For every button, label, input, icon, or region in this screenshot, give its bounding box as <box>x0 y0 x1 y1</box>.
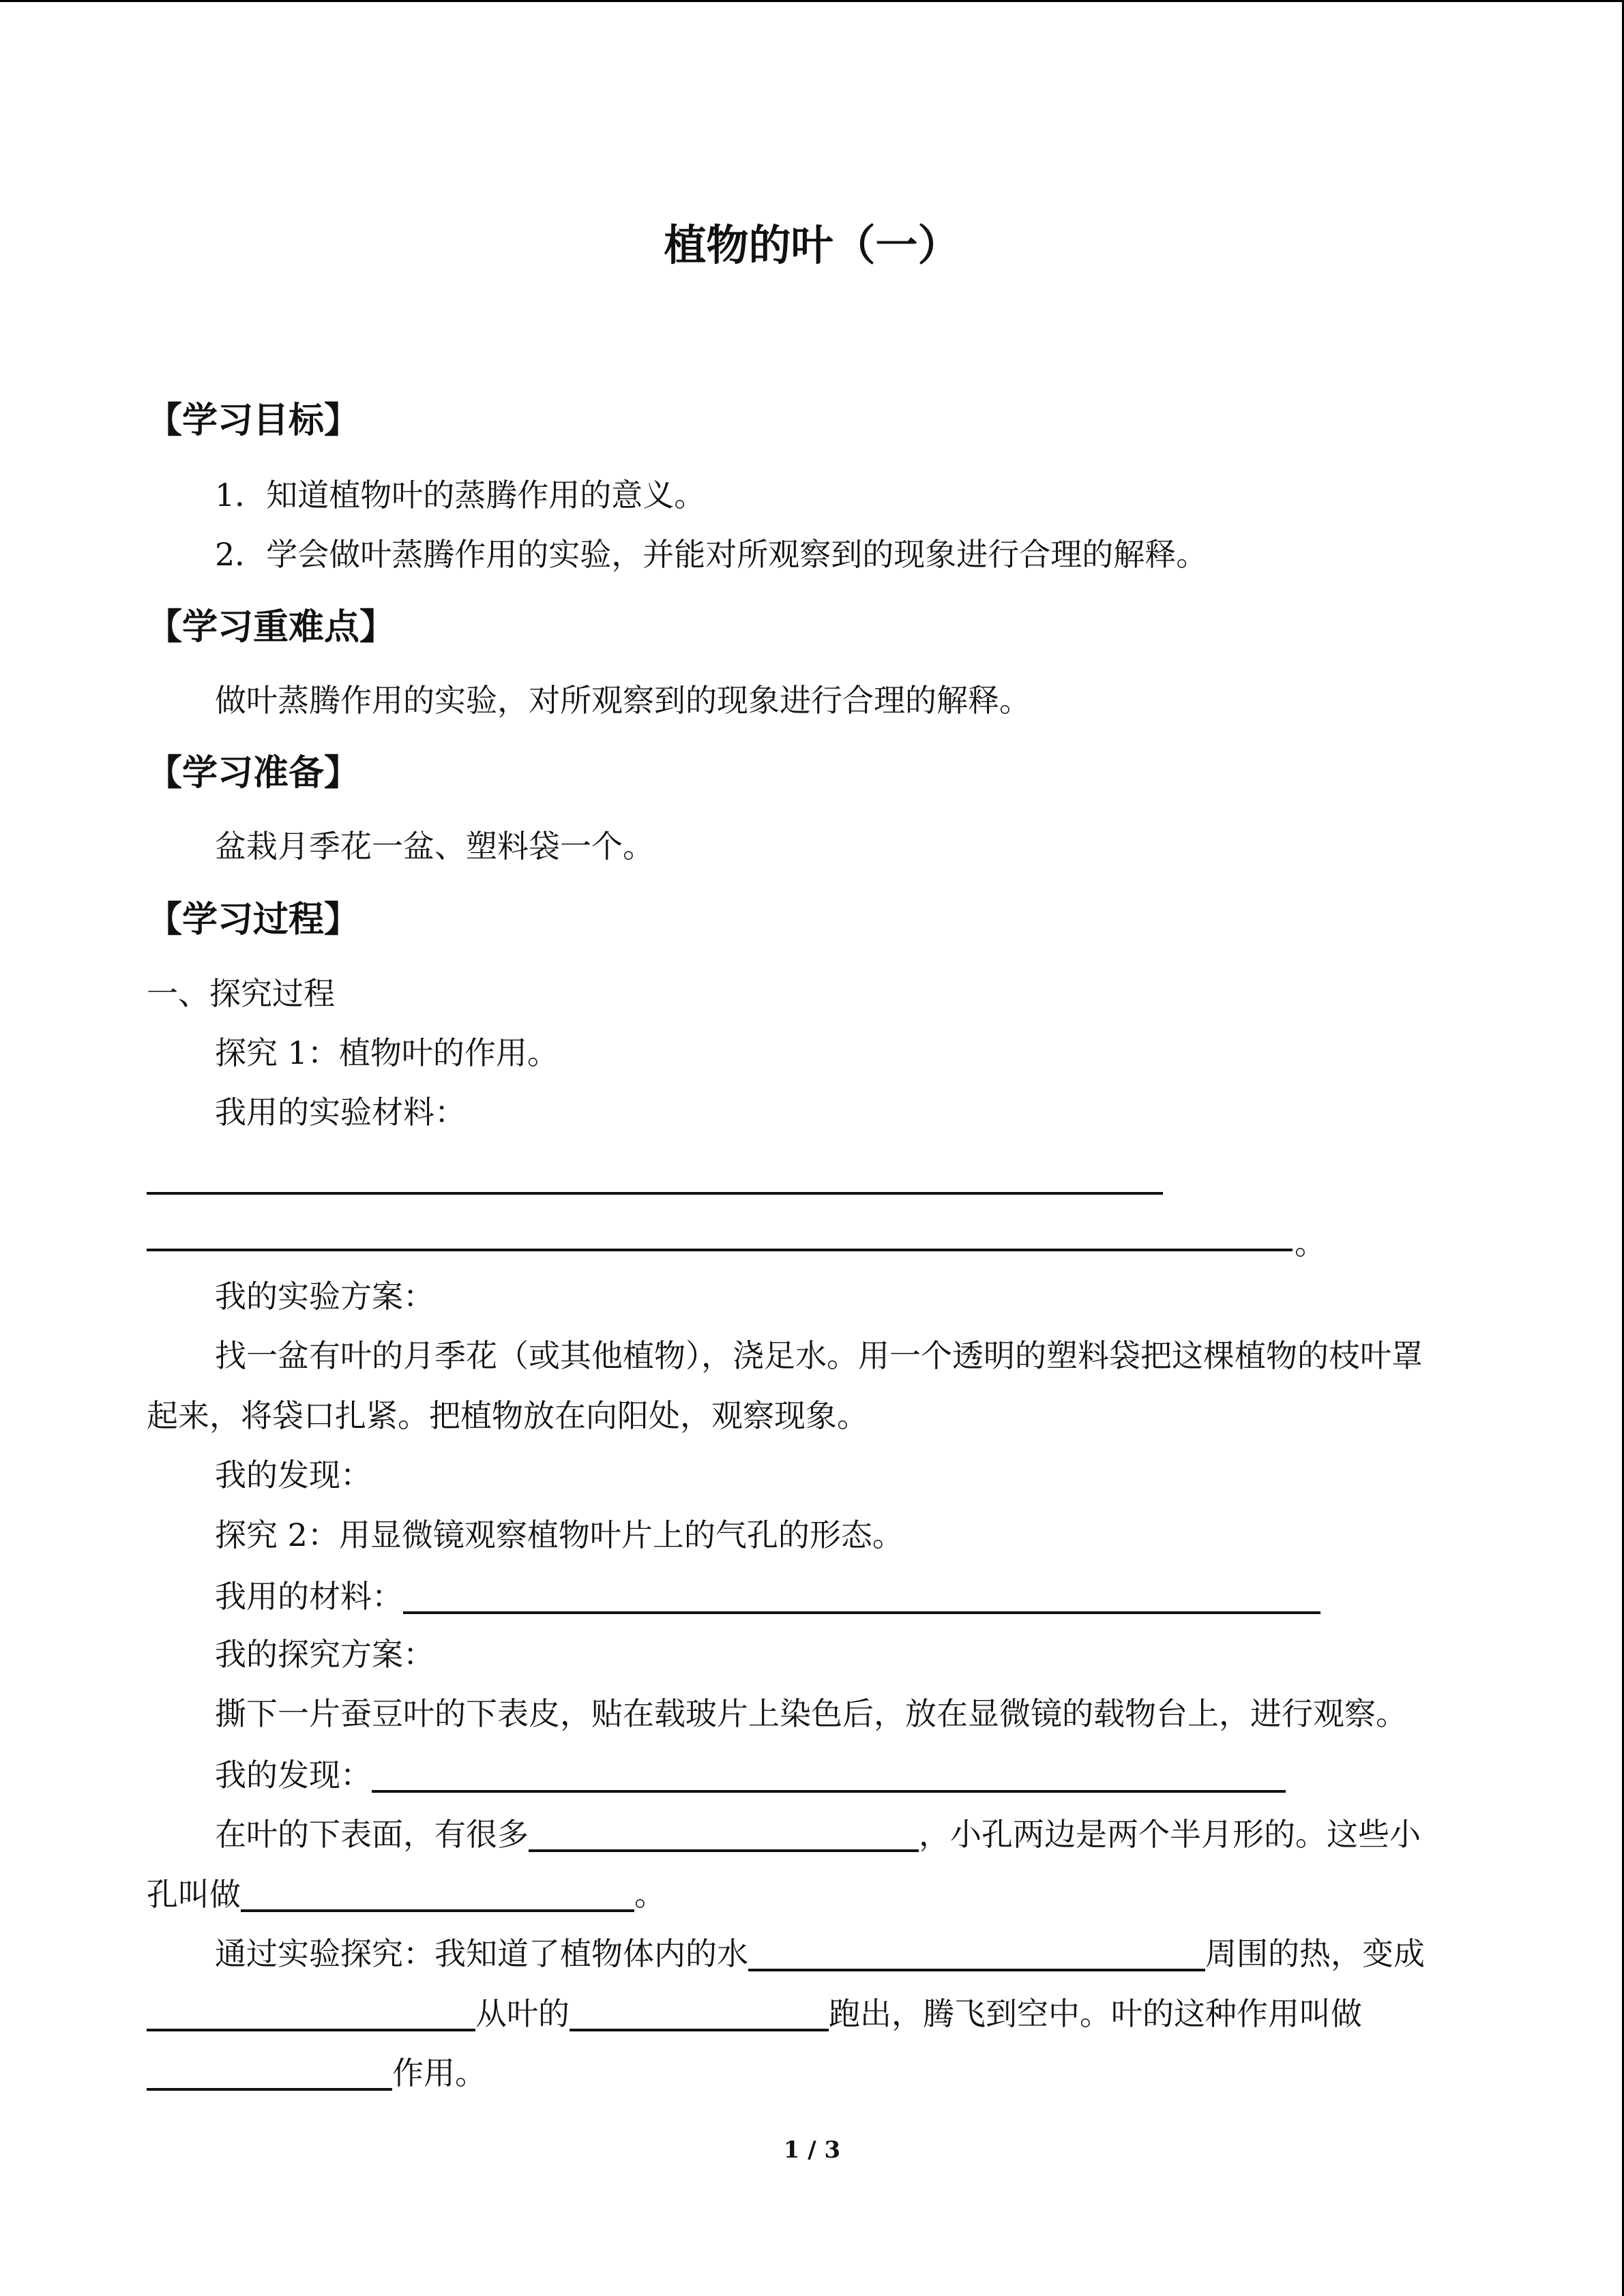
materials-label: 我用的实验材料： <box>215 1094 466 1131</box>
fill-1-text-b: ，小孔两边是两个半月形的。这些小 <box>919 1816 1421 1853</box>
line-end-period: 。 <box>1295 1225 1326 1262</box>
fill-2-text-a: 通过实验探究：我知道了植物体内的水 <box>215 1935 748 1972</box>
function-name-blank[interactable] <box>147 2055 392 2091</box>
materials-answer-line-1[interactable] <box>147 1192 1163 1195</box>
heading-process: 【学习过程】 <box>147 899 360 940</box>
stomata-name-blank[interactable] <box>241 1877 634 1912</box>
goal-1: 1．知道植物叶的蒸腾作用的意义。 <box>215 477 706 513</box>
materials-label-2: 我用的材料： <box>215 1578 403 1615</box>
fill-1-text-c: 孔叫做 <box>147 1876 241 1913</box>
finding-row-2 <box>215 1757 1286 1793</box>
fill-sentence-2-line-2 <box>147 1996 1362 2031</box>
fill-2-text-e: 作用。 <box>392 2055 486 2091</box>
plan-label: 我的实验方案： <box>215 1278 434 1315</box>
materials-row-2 <box>215 1579 1320 1614</box>
fill-2-text-d: 跑出，腾飞到空中。叶的这种作用叫做 <box>829 1995 1362 2032</box>
part-1-heading: 一、探究过程 <box>147 975 335 1012</box>
fill-1-period: 。 <box>634 1876 666 1913</box>
fill-1-text-a: 在叶的下表面，有很多 <box>215 1816 529 1853</box>
finding-blank-2[interactable] <box>372 1757 1286 1793</box>
page-title: 植物的叶（一） <box>664 220 960 270</box>
leaf-part-blank[interactable] <box>570 1996 829 2031</box>
plan-label-2: 我的探究方案： <box>215 1636 434 1673</box>
fill-sentence-1-line-1 <box>215 1817 1421 1852</box>
fill-sentence-1-line-2 <box>147 1877 666 1912</box>
finding-label: 我的发现： <box>215 1457 372 1493</box>
fill-2-text-c: 从叶的 <box>475 1995 570 2032</box>
fill-sentence-2-line-1 <box>215 1936 1425 1971</box>
key-points-text: 做叶蒸腾作用的实验，对所观察到的现象进行合理的解释。 <box>215 682 1031 719</box>
plan-text-line-2: 起来，将袋口扎紧。把植物放在向阳处，观察现象。 <box>147 1397 868 1434</box>
plan-text-line-1: 找一盆有叶的月季花（或其他植物），浇足水。用一个透明的塑料袋把这棵植物的枝叶罩 <box>215 1337 1423 1374</box>
inquiry-1-title: 探究 1：植物叶的作用。 <box>215 1034 559 1071</box>
inquiry-2-title: 探究 2：用显微镜观察植物叶片上的气孔的形态。 <box>215 1517 904 1553</box>
heading-key-points: 【学习重难点】 <box>147 607 396 648</box>
heading-learning-goals: 【学习目标】 <box>147 400 360 441</box>
heading-preparation: 【学习准备】 <box>147 753 360 794</box>
water-absorb-blank[interactable] <box>748 1936 1205 1971</box>
plan-text-line-3: 撕下一片蚕豆叶的下表皮，贴在载玻片上染色后，放在显微镜的载物台上，进行观察。 <box>215 1695 1407 1732</box>
goal-2: 2．学会做叶蒸腾作用的实验，并能对所观察到的现象进行合理的解释。 <box>215 536 1208 573</box>
materials-blank-2[interactable] <box>403 1579 1320 1614</box>
materials-answer-line-2[interactable] <box>147 1249 1293 1251</box>
finding-label-2: 我的发现： <box>215 1757 372 1793</box>
fill-2-text-b: 周围的热，变成 <box>1205 1935 1425 1972</box>
water-state-blank[interactable] <box>147 1996 475 2031</box>
stomata-count-blank[interactable] <box>529 1817 919 1852</box>
preparation-text: 盆栽月季花一盆、塑料袋一个。 <box>215 828 654 865</box>
page-number: 1 / 3 <box>783 2136 841 2164</box>
fill-sentence-2-line-3 <box>147 2055 486 2091</box>
page-border-top <box>0 0 1624 2</box>
